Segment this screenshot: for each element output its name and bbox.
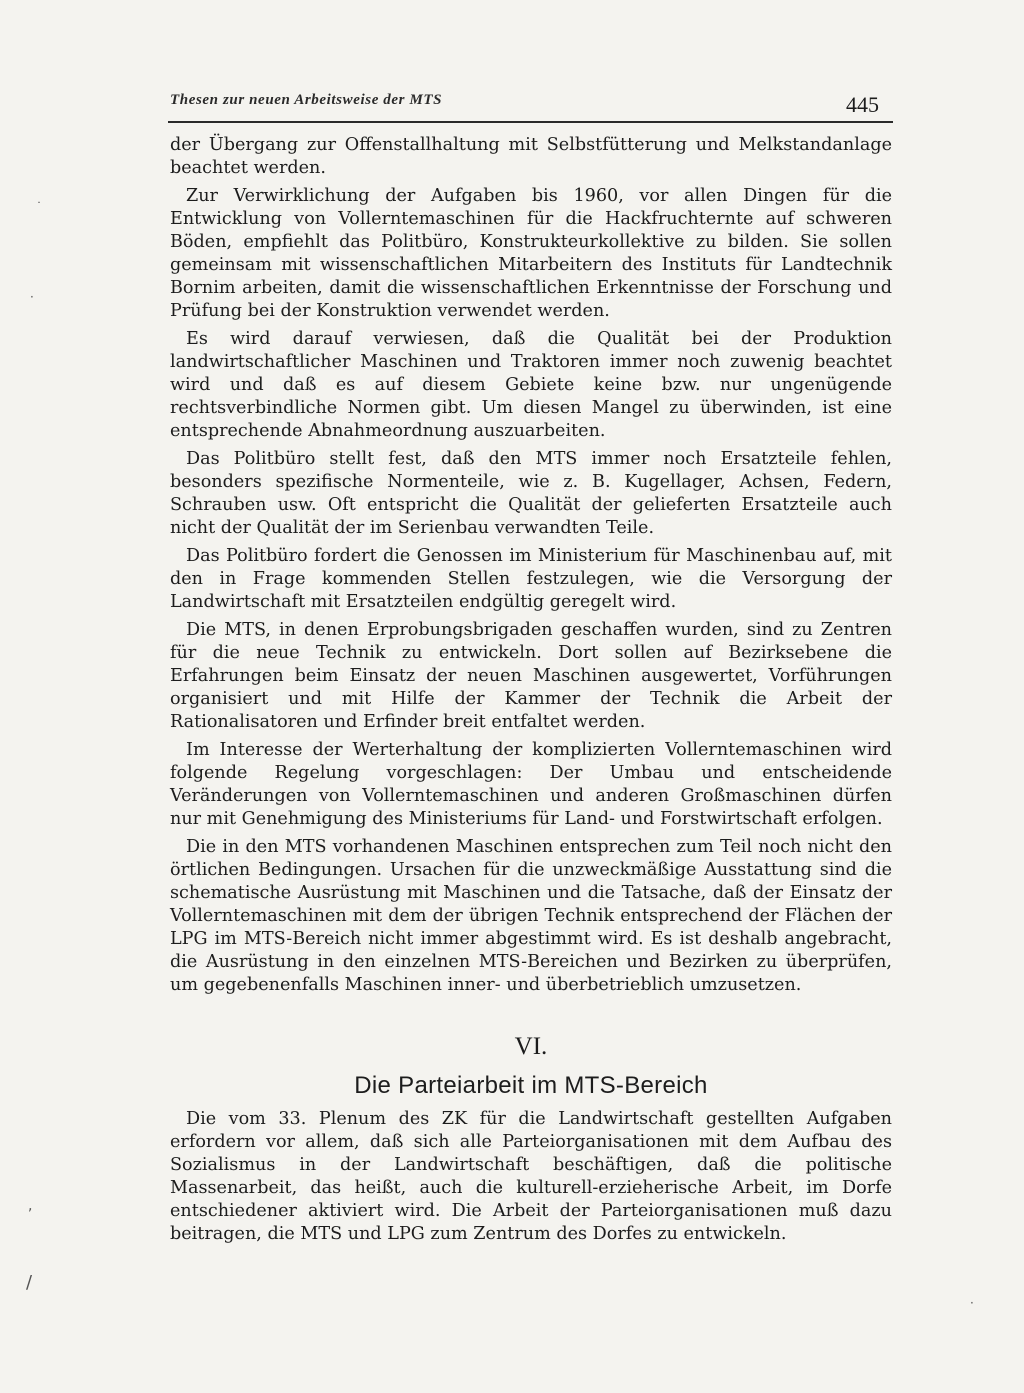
scan-speck: , [28,1198,33,1214]
page-number: 445 [846,92,879,117]
running-head: Thesen zur neuen Arbeitsweise der MTS [170,92,443,108]
section-number: VI. [514,1033,548,1060]
paragraph: der Übergang zur Offenstallhaltung mit Selbstfütterung und Melkstandanlage beachtet werden. [170,135,892,178]
paragraph: Es wird darauf verwiesen, daß die Qualität bei der Produktion landwirtschaftlicher Maschinen und Traktoren immer noch zuwenig beachtet wird und daß es auf diesem Gebiete keine bzw. nur ungenügende rechtsverbindliche Normen gibt. Um diesen Mangel zu überwinden, ist eine entsprechende Abnahmeordnung auszuarbeiten. [170,329,892,441]
section-block [170,1032,892,1246]
scan-speck: ˙ [36,200,42,214]
paragraph: Die in den MTS vorhandenen Maschinen entsprechen zum Teil noch nicht den örtlichen Bedingungen. Ursachen für die unzweckmäßige Ausstattung sind die schematische Ausrüstung mit Maschinen und die Tatsache, daß der Einsatz der Vollerntemaschinen mit dem der übrigen Technik entsprechend der Flächen der LPG im MTS-Bereich nicht immer abgestimmt wird. Es ist deshalb angebracht, die Ausrüstung in den einzelnen MTS-Bereichen und Bezirken zu überprüfen, um gegebenenfalls Maschinen inner- und überbetrieblich umzusetzen. [170,837,892,995]
paragraph: Die MTS, in denen Erprobungsbrigaden geschaffen wurden, sind zu Zentren für die neue Technik zu entwickeln. Dort sollen auf Bezirksebene die Erfahrungen beim Einsatz der neuen Maschinen ausgewertet, Vorführungen organisiert und mit Hilfe der Kammer der Technik die Arbeit der Rationalisatoren und Erfinder breit entfaltet werden. [170,620,892,732]
scan-speck: · [970,1296,974,1310]
scan-speck: · [30,290,34,304]
paragraph: Zur Verwirklichung der Aufgaben bis 1960, vor allen Dingen für die Entwicklung von Vollerntemaschinen für die Hackfruchternte auf schweren Böden, empfiehlt das Politbüro, Konstrukteurkollektive zu bilden. Sie sollen gemeinsam mit wissenschaftlichen Mitarbeitern des Instituts für Landtechnik Bornim arbeiten, damit die wissenschaftlichen Erkenntnisse der Forschung und Prüfung bei der Konstruktion verwendet werden. [170,186,892,321]
body-text [170,134,892,1002]
paragraph: Das Politbüro fordert die Genossen im Ministerium für Maschinenbau auf, mit den in Frage kommenden Stellen festzulegen, wie die Versorgung der Landwirtschaft mit Ersatzteilen endgültig geregelt wird. [170,546,892,612]
paragraph: Im Interesse der Werterhaltung der komplizierten Vollerntemaschinen wird folgende Regelung vorgeschlagen: Der Umbau und entscheidende Veränderungen von Vollerntemaschinen und anderen Großmaschinen dürfen nur mit Genehmigung des Ministeriums für Land- und Forstwirtschaft erfolgen. [170,740,892,829]
header-rule [168,121,893,123]
section-paragraph: Die vom 33. Plenum des ZK für die Landwirtschaft gestellten Aufgaben erfordern vor allem, daß sich alle Parteiorganisationen mit dem Aufbau des Sozialismus in der Landwirtschaft beschäftigen, daß die politische Massenarbeit, das heißt, auch die kulturell-erzieherische Arbeit, im Dorfe entschiedener aktiviert wird. Die Arbeit der Parteiorganisationen muß dazu beitragen, die MTS und LPG zum Zentrum des Dorfes zu entwickeln. [170,1109,892,1244]
paragraph: Das Politbüro stellt fest, daß den MTS immer noch Ersatzteile fehlen, besonders spezifische Normenteile, wie z. B. Kugellager, Achsen, Federn, Schrauben usw. Oft entspricht die Qualität der gelieferten Ersatzteile auch nicht der Qualität der im Serienbau verwandten Teile. [170,449,892,538]
scan-speck: / [26,1272,33,1293]
section-title: Die Parteiarbeit im MTS-Bereich [354,1072,708,1099]
